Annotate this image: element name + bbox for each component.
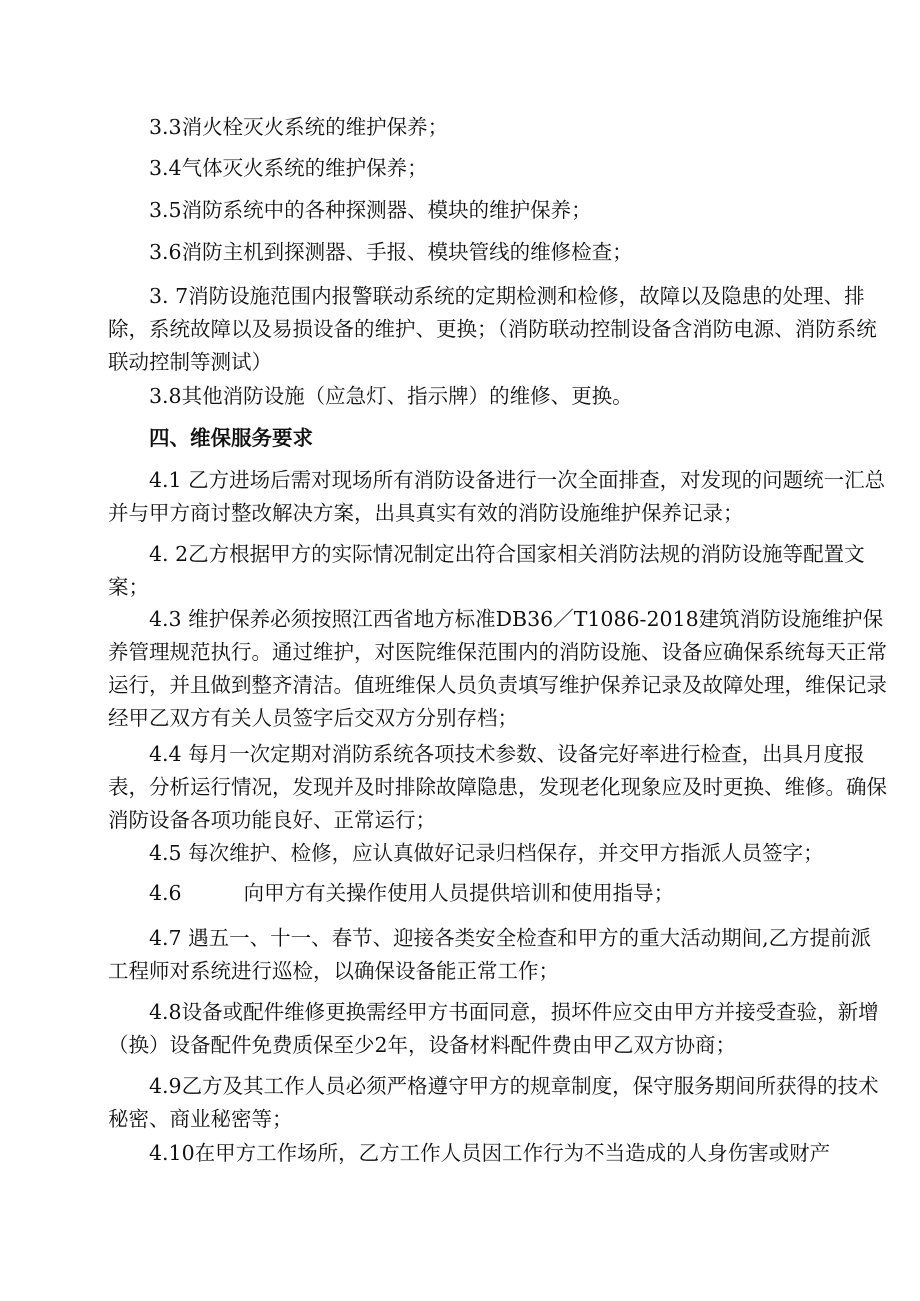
paragraph-3-6: 3.6消防主机到探测器、手报、模块管线的维修检查； [149, 240, 633, 264]
paragraph-4-3: 4.3 维护保养必须按照江西省地方标准DB36／T1086-2018建筑消防设施维护保养管理规范执行。通过维护，对医院维保范围内的消防设施、设备应确保系统每天正常运行，并且做到整齐清洁。值班维保人员负责填写维护保养记录及故障处理，维保记录经甲乙双方有关人员签字后交双方分别存档； [108, 607, 887, 730]
paragraph-4-1: 4.1 乙方进场后需对现场所有消防设备进行一次全面排查，对发现的问题统一汇总并与甲方商讨整改解决方案，出具真实有效的消防设施维护保养记录； [108, 468, 886, 525]
paragraph-4-9: 4.9乙方及其工作人员必须严格遵守甲方的规章制度，保守服务期间所获得的技术秘密、商业秘密等； [108, 1074, 879, 1131]
paragraph-4-6-number: 4.6 [149, 881, 182, 905]
paragraph-3-5: 3.5消防系统中的各种探测器、模块的维护保养； [149, 198, 592, 222]
paragraph-4-7: 4.7 遇五一、十一、春节、迎接各类安全检查和甲方的重大活动期间,乙方提前派工程师对系统进行巡检，以确保设备能正常工作； [108, 926, 872, 983]
paragraph-4-4: 4.4 每月一次定期对消防系统各项技术参数、设备完好率进行检查，出具月度报表，分析运行情况，发现并及时排除故障隐患，发现老化现象应及时更换、维修。确保消防设备各项功能良好、正常运行； [108, 742, 887, 832]
paragraph-3-4: 3.4气体灭火系统的维护保养； [149, 156, 428, 180]
section-heading-4: 四、维保服务要求 [149, 426, 313, 450]
paragraph-4-2: 4. 2乙方根据甲方的实际情况制定出符合国家相关消防法规的消防设施等配置文案； [108, 542, 865, 599]
paragraph-4-8: 4.8设备或配件维修更换需经甲方书面同意，损坏件应交由甲方并接受查验，新增（换）设备配件免费质保至少2年，设备材料配件费由甲乙双方协商； [108, 1000, 879, 1057]
paragraph-3-3: 3.3消火栓灭火系统的维护保养； [149, 115, 449, 139]
paragraph-4-6-text: 向甲方有关操作使用人员提供培训和使用指导； [243, 881, 675, 905]
paragraph-4-6 [108, 877, 888, 910]
paragraph-4-5: 4.5 每次维护、检修，应认真做好记录归档保存，并交甲方指派人员签字； [149, 841, 824, 865]
paragraph-3-7: 3. 7消防设施范围内报警联动系统的定期检测和检修，故障以及隐患的处理、排除，系统故障以及易损设备的维护、更换；（消防联动控制设备含消防电源、消防系统联动控制等测试） [108, 284, 877, 374]
paragraph-3-8: 3.8其他消防设施（应急灯、指示牌）的维修、更换。 [149, 384, 633, 408]
paragraph-4-10: 4.10在甲方工作场所，乙方工作人员因工作行为不当造成的人身伤害或财产 [149, 1141, 831, 1165]
